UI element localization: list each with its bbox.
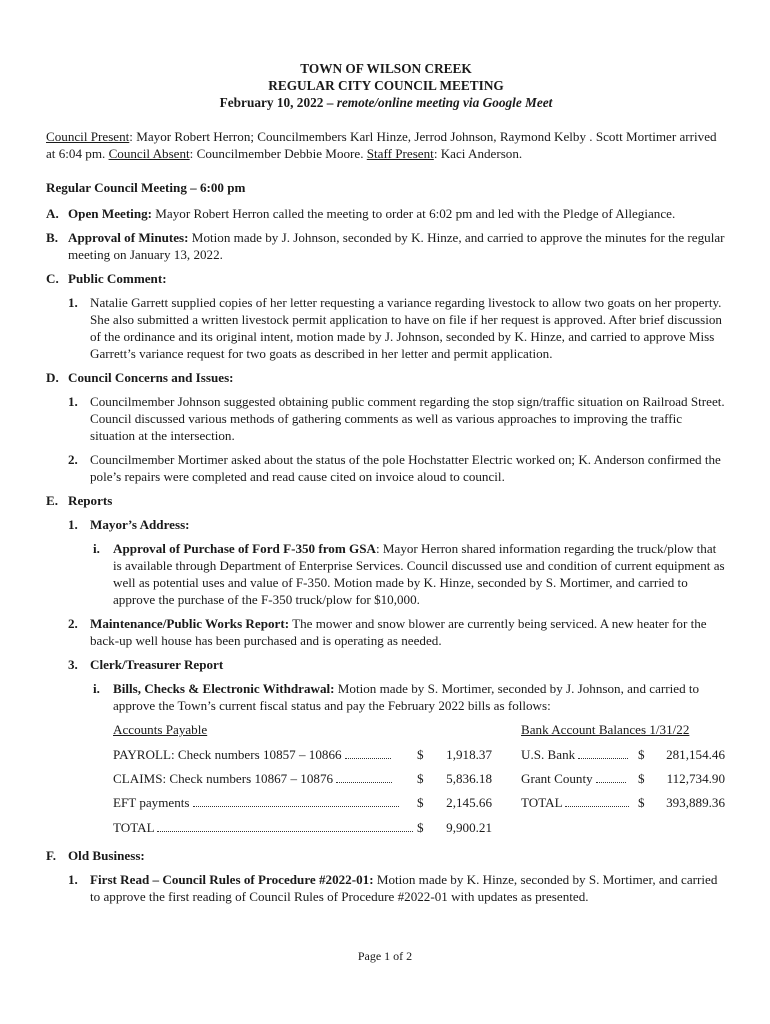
section-f: F. Old Business:	[46, 848, 145, 863]
section-d-item-2: 2. Councilmember Mortimer asked about the status of the pole Hochstatter Electric worked on; K. Anderson confirmed the pole’s repairs were completed and read cause cited on invoice aloud to council.	[68, 452, 721, 484]
section-e-item-1-i: i. Approval of Purchase of Ford F-350 from GSA: Mayor Herron shared information regarding the truck/plow that is available through Department of Enterprise Services. Council discussed use and condition of current equipment as well as potential uses and value of F-350. Motion made by K. Hinze, seconded by S. Mortimer, and carried to approve the purchase of the F-350 truck/plow for $10,000.	[93, 541, 725, 607]
council-present-label: Council Present	[46, 129, 130, 144]
ap-currency: $	[417, 747, 424, 762]
council-absent-label: Council Absent	[108, 146, 190, 161]
ap-amount: 1,918.37	[446, 747, 492, 762]
bank-amount: 112,734.90	[666, 771, 725, 786]
ap-amount: 9,900.21	[446, 820, 492, 835]
section-f-item-1: 1. First Read – Council Rules of Procedure #2022-01: Motion made by K. Hinze, seconded by S. Mortimer, and carried to approve the first reading of Council Rules of Procedure #2022-01 with updates as presented.	[68, 872, 718, 904]
section-e-item-3-i: i. Bills, Checks & Electronic Withdrawal: Motion made by S. Mortimer, seconded by J. Johnson, and carried to approve the Town’s current fiscal status and pay the February 2022 bills as follows:	[93, 681, 700, 713]
bank-balances-heading: Bank Account Balances 1/31/22	[521, 722, 690, 737]
ap-row-total: TOTAL	[113, 819, 413, 836]
section-a: A. Open Meeting: Mayor Robert Herron called the meeting to order at 6:02 pm and led with the Pledge of Allegiance.	[46, 206, 676, 221]
bank-row-grant-county: Grant County	[521, 770, 626, 787]
section-e: E. Reports	[46, 493, 113, 508]
section-b: B. Approval of Minutes: Motion made by J. Johnson, seconded by K. Hinze, and carried to approve the minutes for the regular meeting on January 13, 2022.	[46, 230, 725, 262]
ap-row-claims: CLAIMS: Check numbers 10867 – 10876	[113, 770, 392, 787]
bank-currency: $	[638, 747, 645, 762]
accounts-payable-heading: Accounts Payable	[113, 722, 208, 737]
bank-currency: $	[638, 795, 645, 810]
meeting-date: February 10, 2022 – remote/online meeting via Google Meet	[219, 95, 553, 110]
meeting-heading: Regular Council Meeting – 6:00 pm	[46, 180, 246, 195]
staff-present-label: Staff Present	[366, 146, 434, 161]
bank-currency: $	[638, 771, 645, 786]
bank-amount: 281,154.46	[666, 747, 725, 762]
ap-row-payroll: PAYROLL: Check numbers 10857 – 10866	[113, 746, 391, 763]
bank-amount: 393,889.36	[666, 795, 725, 810]
attendance-paragraph: Council Present: Mayor Robert Herron; Councilmembers Karl Hinze, Jerrod Johnson, Raymond Kelby . Scott Mortimer arrived at 6:04 pm. Council Absent: Councilmember Debbie Moore. Staff Present: Kaci Anderson.	[46, 129, 717, 161]
section-e-item-2: 2. Maintenance/Public Works Report: The mower and snow blower are currently being serviced. A new heater for the back-up well house has been purchased and is operating as needed.	[68, 616, 707, 648]
section-d-item-1: 1. Councilmember Johnson suggested obtaining public comment regarding the stop sign/traffic situation on Railroad Street. Council discussed various methods of gathering comments as well as various approaches to improving the traffic situation at the intersection.	[68, 394, 725, 443]
ap-row-eft: EFT payments	[113, 794, 399, 811]
section-c: C. Public Comment:	[46, 271, 167, 286]
section-d: D. Council Concerns and Issues:	[46, 370, 234, 385]
page-number: Page 1 of 2	[357, 949, 413, 963]
meeting-type: REGULAR CITY COUNCIL MEETING	[268, 78, 504, 93]
section-e-item-3: 3. Clerk/Treasurer Report	[68, 657, 224, 672]
ap-currency: $	[417, 771, 424, 786]
bank-row-total: TOTAL	[521, 794, 629, 811]
section-c-item-1: 1. Natalie Garrett supplied copies of her letter requesting a variance regarding livestock to allow two goats on her property. She also submitted a written livestock permit application to have on file if her request is approved. After brief discussion of the ordinance and its original intent, motion made by J. Johnson, seconded by K. Hinze, and carried to approve Miss Garrett’s variance request for two goats as described in her letter and permit application.	[68, 295, 722, 361]
ap-amount: 2,145.66	[446, 795, 492, 810]
document-page	[46, 60, 726, 905]
finance-summary	[46, 721, 726, 845]
town-name: TOWN OF WILSON CREEK	[300, 61, 472, 76]
ap-currency: $	[417, 795, 424, 810]
ap-amount: 5,836.18	[446, 771, 492, 786]
document-header	[46, 60, 726, 111]
bank-row-usbank: U.S. Bank	[521, 746, 628, 763]
ap-currency: $	[417, 820, 424, 835]
section-e-item-1: 1. Mayor’s Address:	[68, 517, 190, 532]
